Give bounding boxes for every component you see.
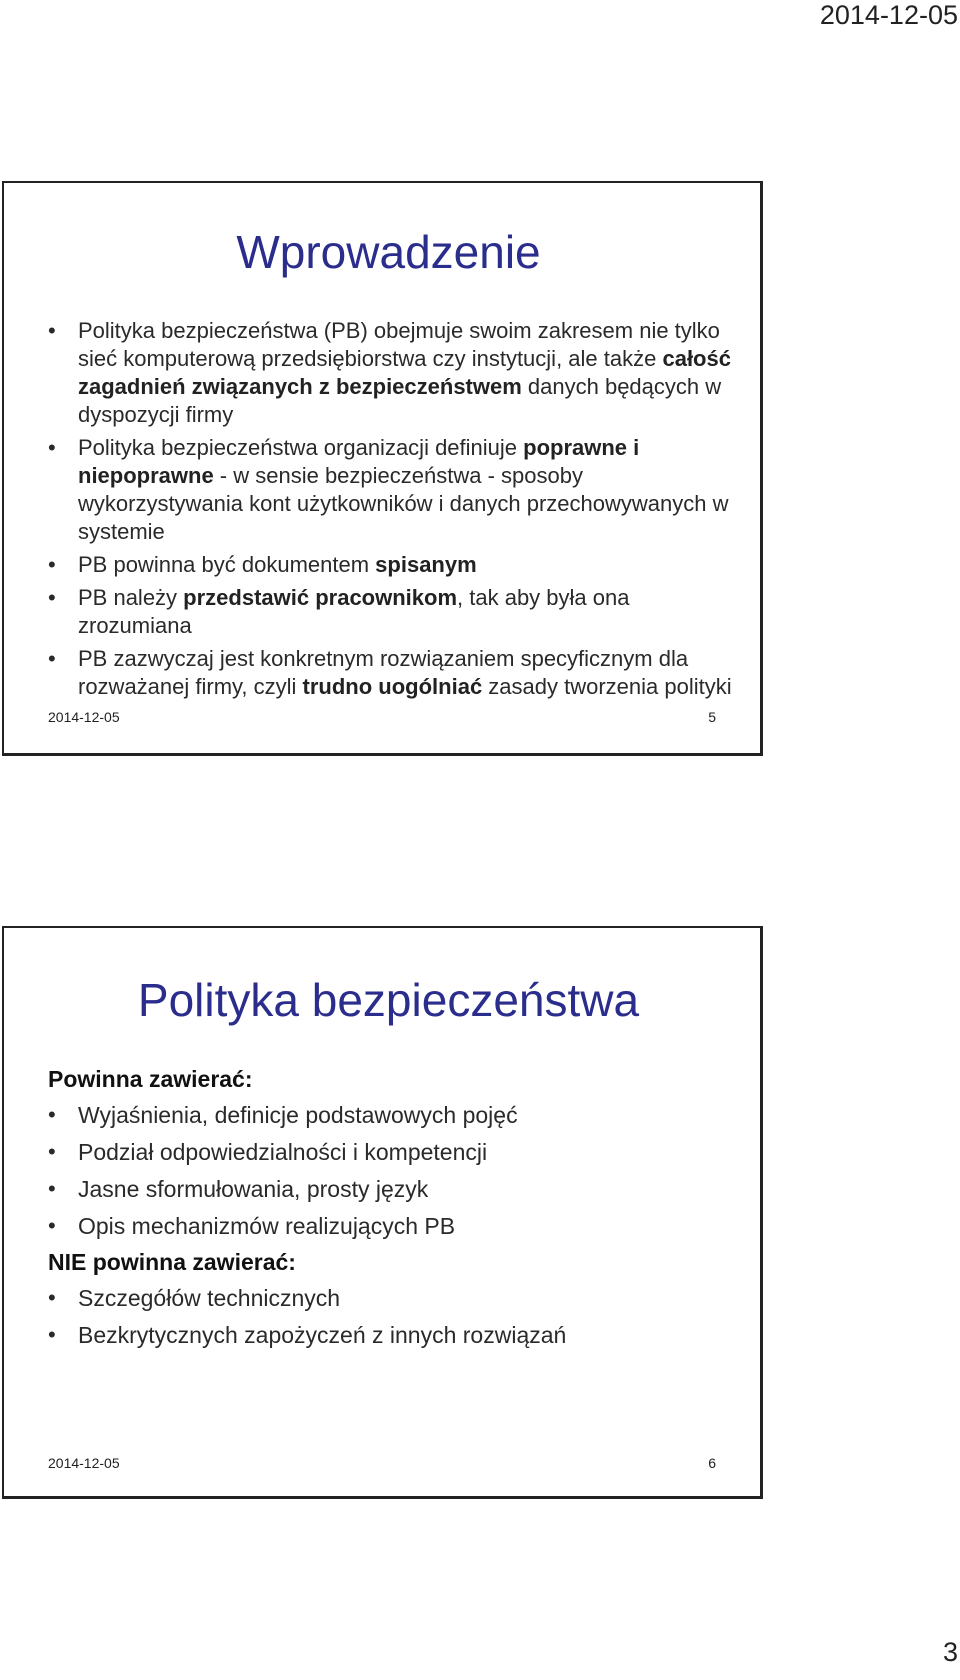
bullet-icon: • <box>48 1285 56 1310</box>
bold-text: trudno uogólniać <box>302 674 483 699</box>
bullet-icon: • <box>48 1176 56 1201</box>
slide-2 <box>2 926 763 1499</box>
should-list <box>48 1101 738 1249</box>
slide-title: Wprowadzenie <box>236 226 541 278</box>
list-item-text: Jasne sformułowania, prosty język <box>78 1176 429 1202</box>
list-item-text: Opis mechanizmów realizujących PB <box>78 1213 456 1239</box>
list-item <box>48 317 738 429</box>
list-item <box>48 645 738 701</box>
list-item <box>48 1138 738 1166</box>
list-item-text: Podział odpowiedzialności i kompetencji <box>78 1139 488 1165</box>
list-item-text: PB zazwyczaj jest konkretnym rozwiązaniem specyficznym dla rozważanej firmy, czyli <box>78 646 689 699</box>
bullet-icon: • <box>48 552 56 577</box>
list-item-text: Bezkrytycznych zapożyczeń z innych rozwiązań <box>78 1322 567 1348</box>
list-item-text: Polityka bezpieczeństwa (PB) obejmuje swoim zakresem nie tylko sieć komputerową przedsiębiorstwa czy instytucji, ale także <box>78 318 720 371</box>
list-item-text: PB powinna być dokumentem <box>78 552 376 577</box>
bullet-icon: • <box>48 1102 56 1127</box>
list-item <box>48 1101 738 1129</box>
slide-footer-date: 2014-12-05 <box>48 1455 120 1471</box>
list-item <box>48 434 738 546</box>
slide-number: 6 <box>708 1455 716 1471</box>
list-item-text: zasady tworzenia polityki <box>482 674 732 699</box>
bullet-icon: • <box>48 1322 56 1347</box>
list-item-text: Wyjaśnienia, definicje podstawowych pojęć <box>78 1102 518 1128</box>
list-item-text: Polityka bezpieczeństwa organizacji definiuje <box>78 435 524 460</box>
bullet-icon: • <box>48 1213 56 1238</box>
bullet-icon: • <box>48 318 56 343</box>
list-item <box>48 1321 738 1349</box>
bullet-icon: • <box>48 1139 56 1164</box>
bold-text: spisanym <box>375 552 477 577</box>
section-heading-should: Powinna zawierać: <box>48 1066 253 1092</box>
list-item-text: , tak aby była ona zrozumiana <box>78 585 630 638</box>
list-item-text: Szczegółów technicznych <box>78 1285 341 1311</box>
bullet-icon: • <box>48 585 56 610</box>
list-item <box>48 1284 738 1312</box>
list-item-text: danych będących w dyspozycji firmy <box>78 374 722 427</box>
list-item-text: PB należy <box>78 585 184 610</box>
slide-footer-date: 2014-12-05 <box>48 709 120 725</box>
bold-text: całość zagadnień związanych z bezpieczeństwem <box>78 346 731 399</box>
bullet-list <box>48 317 738 706</box>
section-heading-should-not: NIE powinna zawierać: <box>48 1249 296 1275</box>
slide-1 <box>2 181 763 756</box>
list-item <box>48 551 738 579</box>
page-number: 3 <box>942 1637 958 1667</box>
should-not-list <box>48 1284 738 1358</box>
bold-text: przedstawić pracownikom <box>183 585 458 610</box>
list-item <box>48 1212 738 1240</box>
bold-text: poprawne i niepoprawne <box>78 435 640 488</box>
slide-title: Polityka bezpieczeństwa <box>137 974 640 1026</box>
list-item-text: - w sensie bezpieczeństwa - sposoby wykorzystywania kont użytkowników i danych przechowywanych w systemie <box>78 463 729 544</box>
list-item <box>48 1175 738 1203</box>
bullet-icon: • <box>48 435 56 460</box>
bullet-icon: • <box>48 646 56 671</box>
slide-number: 5 <box>708 709 716 725</box>
page-date: 2014-12-05 <box>819 0 958 30</box>
list-item <box>48 584 738 640</box>
